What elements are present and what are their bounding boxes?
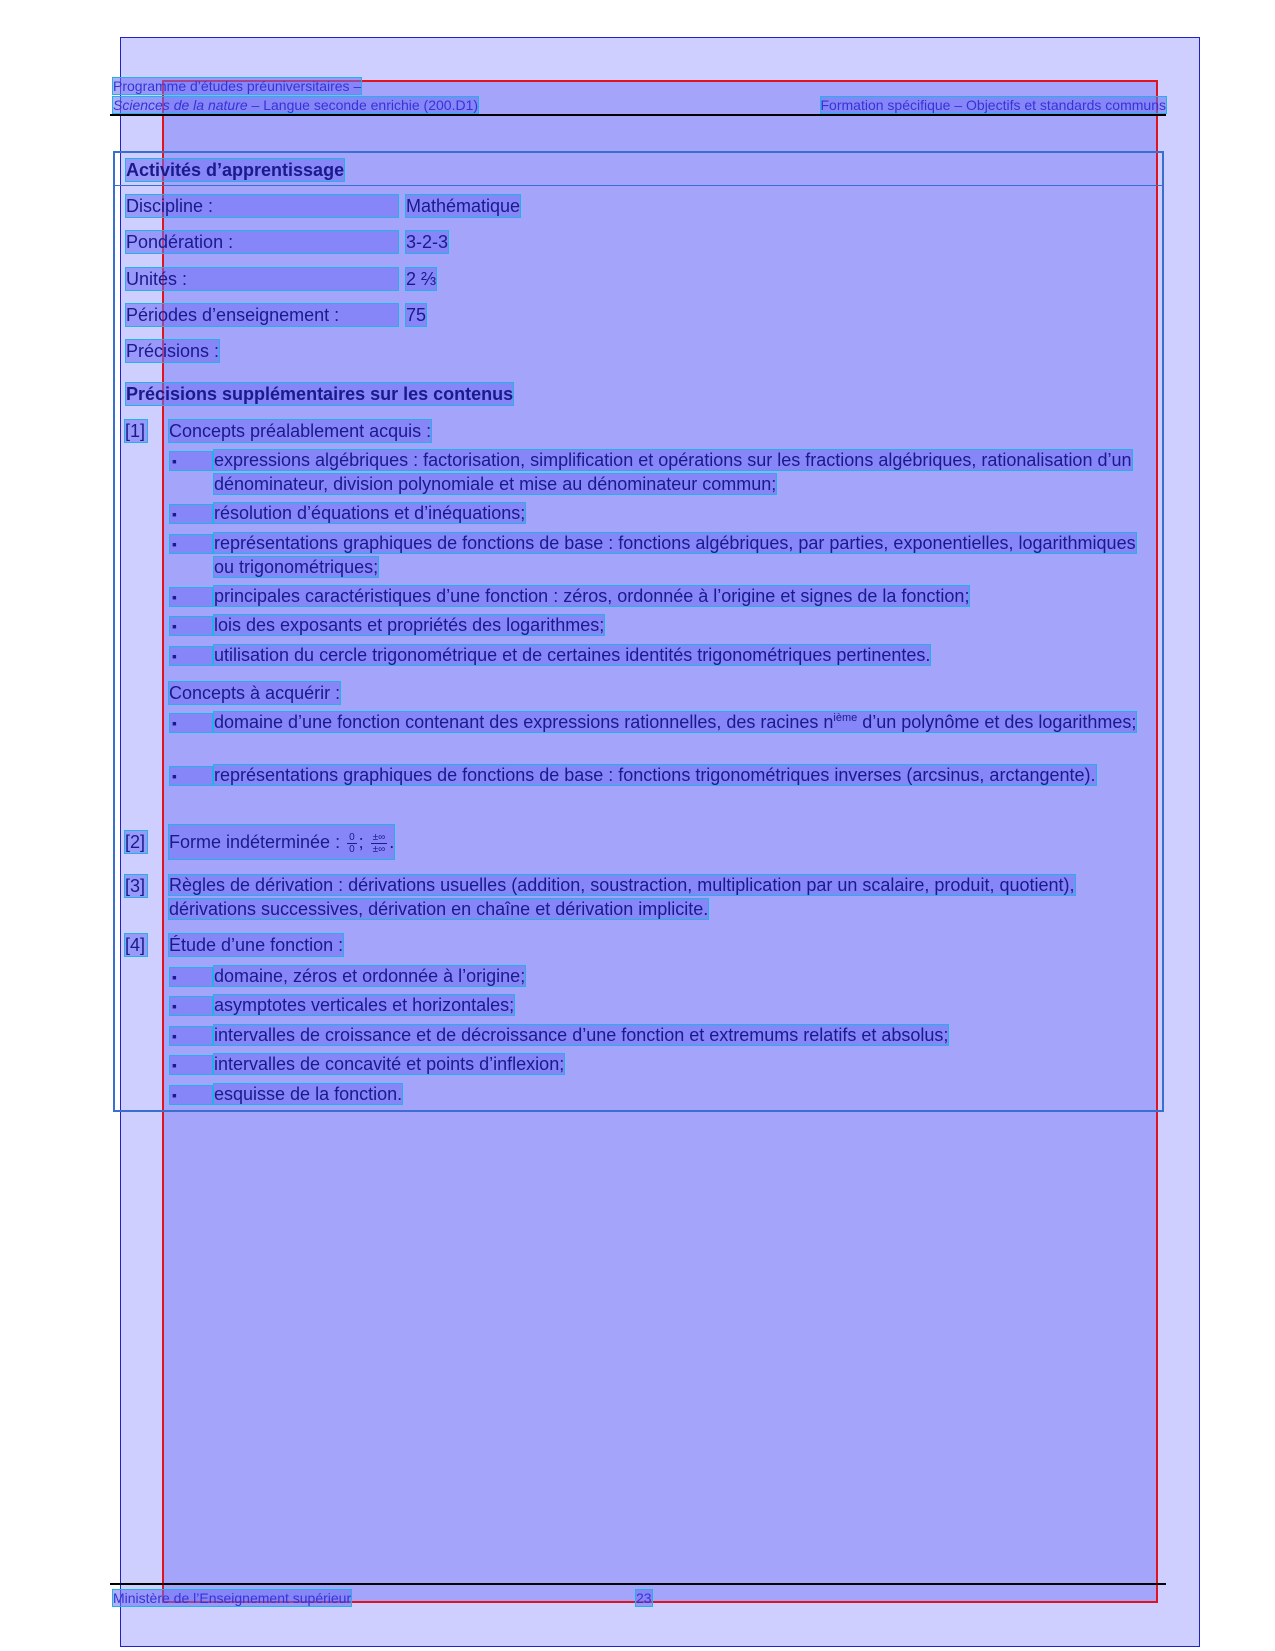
bullet-marker: ▪: [170, 535, 212, 553]
list-item-text: esquisse de la fonction.: [214, 1084, 403, 1104]
list-item: [214, 993, 1144, 1017]
footer-ministry: Ministère de l’Enseignement supérieur: [113, 1590, 352, 1606]
field-label-unites: Unités :: [126, 268, 398, 290]
page-number: 23: [636, 1590, 652, 1606]
list-item-text-part: domaine d’une fonction contenant des expressions rationnelles, des racines n: [214, 712, 834, 732]
superscript-ieme: ième: [833, 712, 858, 724]
field-label-precisions: Précisions :: [126, 341, 220, 361]
fraction-infinity-over-infinity: [371, 832, 388, 855]
item-3-paragraph: [169, 873, 1159, 921]
item-3-text: Règles de dérivation : dérivations usuelles (addition, soustraction, multiplication par un scalaire, produit, quotient), dérivations successives, dérivation en chaîne et dérivation implicite.: [169, 875, 1075, 919]
bullet-marker: ▪: [170, 997, 212, 1015]
field-label-discipline: Discipline :: [126, 195, 398, 217]
item-3-number: [3]: [125, 876, 146, 896]
item-4-number: [4]: [125, 935, 146, 955]
bullet-marker: ▪: [170, 1086, 212, 1104]
list-item-text: principales caractéristiques d’une fonction : zéros, ordonnée à l’origine et signes de la fonction;: [214, 586, 970, 606]
header-right: Formation spécifique – Objectifs et standards communs: [820, 97, 1166, 113]
bullet-marker: ▪: [170, 588, 212, 606]
bullet-marker: ▪: [170, 505, 212, 523]
header-program-rest: – Langue seconde enrichie (200.D1): [247, 97, 479, 113]
list-item: [214, 448, 1144, 496]
list-item: [214, 501, 1144, 525]
list-item-text: utilisation du cercle trigonométrique et de certaines identités trigonométriques pertinentes.: [214, 645, 931, 665]
list-item: [214, 613, 1144, 637]
bullet-marker: ▪: [170, 767, 212, 785]
field-label-periodes: Périodes d’enseignement :: [126, 304, 398, 326]
field-value-periodes: 75: [406, 305, 427, 325]
item-2-separator: ;: [358, 832, 369, 852]
header-rule: [110, 114, 1166, 116]
field-value-discipline: Mathématique: [406, 196, 521, 216]
list-item: [214, 584, 1144, 608]
list-item-text: [214, 712, 1136, 732]
item-1-number: [1]: [125, 421, 146, 441]
bullet-marker: ▪: [170, 452, 212, 470]
item-4-head: Étude d’une fonction :: [169, 935, 344, 955]
list-item-text: représentations graphiques de fonctions de base : fonctions algébriques, par parties, exponentielles, logarithmiques ou trigonométriques;: [214, 533, 1136, 577]
list-item: [214, 1082, 1144, 1106]
field-value-unites: 2 ⅔: [406, 269, 437, 289]
footer-rule: [110, 1583, 1166, 1585]
item-2-end: .: [389, 832, 395, 852]
item-2-text: Forme indéterminée :: [169, 832, 346, 852]
section-title: Activités d’apprentissage: [126, 160, 345, 180]
bullet-marker: ▪: [170, 714, 212, 732]
bullet-marker: ▪: [170, 1027, 212, 1045]
item-1-head: Concepts préalablement acquis :: [169, 421, 432, 441]
list-item: [214, 1023, 1144, 1047]
field-label-ponderation: Pondération :: [126, 231, 398, 253]
list-item: [214, 643, 1144, 667]
header-program-italic: Sciences de la nature: [113, 97, 248, 113]
list-item: [214, 710, 1144, 734]
list-item: [214, 964, 1144, 988]
subhead-precisions: Précisions supplémentaires sur les contenus: [126, 384, 514, 404]
header-line-2: [113, 97, 478, 113]
list-item-text: lois des exposants et propriétés des logarithmes;: [214, 615, 605, 635]
list-item-text: expressions algébriques : factorisation, simplification et opérations sur les fractions algébriques, rationalisation d’un dénominateur, division polynomiale et mise au dénominateur commun;: [214, 450, 1132, 494]
list-item-text: asymptotes verticales et horizontales;: [214, 995, 515, 1015]
item-1-head-2: Concepts à acquérir :: [169, 683, 341, 703]
list-item-text: intervalles de concavité et points d’inflexion;: [214, 1054, 565, 1074]
fraction-numerator: ±∞: [372, 831, 386, 843]
list-item-text: résolution d’équations et d’inéquations;: [214, 503, 526, 523]
bullet-marker: ▪: [170, 968, 212, 986]
list-item-text: domaine, zéros et ordonnée à l’origine;: [214, 966, 526, 986]
fraction-numerator: 0: [349, 831, 355, 843]
list-item: [214, 1052, 1144, 1076]
item-2-number: [2]: [125, 832, 146, 852]
bullet-marker: ▪: [170, 1056, 212, 1074]
fraction-denominator: 0: [349, 843, 355, 855]
item-2-head: [169, 825, 394, 859]
bullet-marker: ▪: [170, 647, 212, 665]
list-item-text: représentations graphiques de fonctions de base : fonctions trigonométriques inverses (arcsinus, arctangente).: [214, 765, 1096, 785]
list-item: [214, 763, 1144, 787]
list-item-text: intervalles de croissance et de décroissance d’une fonction et extremums relatifs et absolus;: [214, 1025, 949, 1045]
title-rule: [115, 185, 1162, 186]
header-line-1: Programme d’études préuniversitaires –: [113, 78, 362, 94]
list-item-text-part: d’un polynôme et des logarithmes;: [857, 712, 1137, 732]
fraction-zero-over-zero: [347, 832, 357, 855]
list-item: [214, 531, 1144, 579]
fraction-denominator: ±∞: [372, 843, 386, 855]
field-value-ponderation: 3-2-3: [406, 232, 449, 252]
bullet-marker: ▪: [170, 617, 212, 635]
